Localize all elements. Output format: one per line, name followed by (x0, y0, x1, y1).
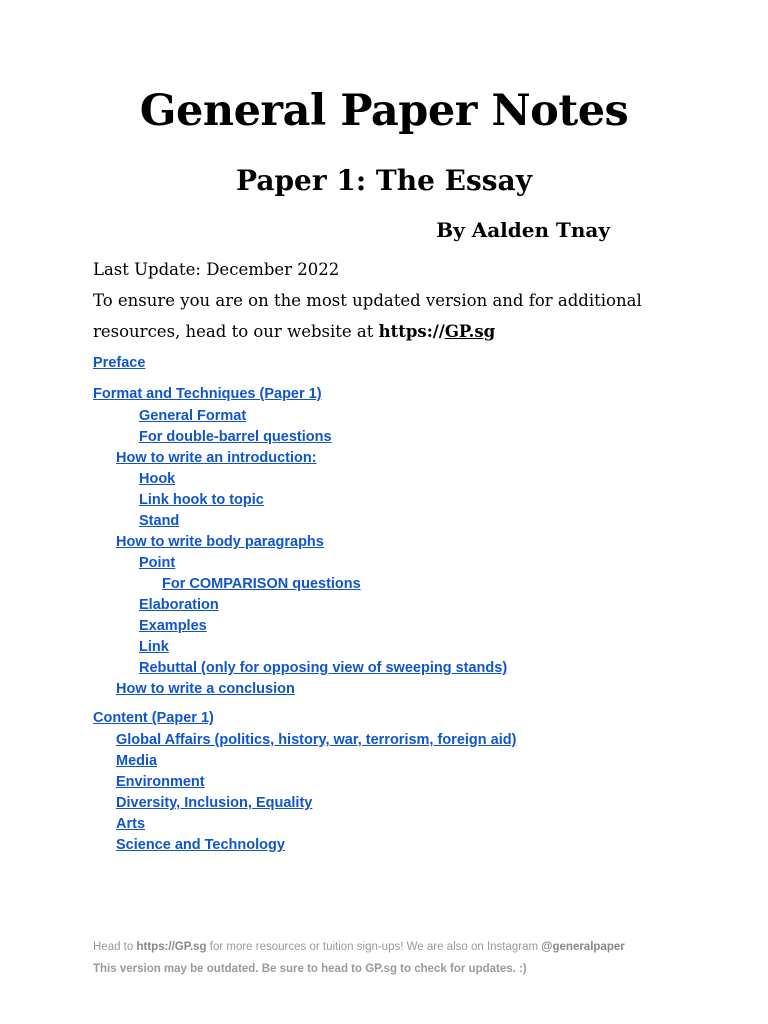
toc-link[interactable]: Elaboration (139, 597, 219, 613)
toc-link[interactable]: General Format (139, 408, 247, 424)
website-link[interactable]: GP.sg (444, 322, 496, 341)
document-subtitle: Paper 1: The Essay (236, 164, 532, 197)
document-author: By Aalden Tnay (436, 218, 610, 242)
toc-link[interactable]: For double-barrel questions (139, 429, 332, 445)
toc-link[interactable]: For COMPARISON questions (162, 576, 361, 592)
last-update: Last Update: December 2022 (93, 260, 340, 279)
toc-link[interactable]: Content (Paper 1) (93, 710, 214, 726)
toc-link[interactable]: Science and Technology (116, 837, 285, 853)
toc-link[interactable]: Format and Techniques (Paper 1) (93, 386, 322, 402)
footer-text-b: for more resources or tuition sign-ups! We are also on Instagram (206, 941, 542, 953)
footer-instagram-handle[interactable]: @generalpaper (541, 941, 625, 953)
toc-link[interactable]: How to write a conclusion (116, 681, 295, 697)
footer-link[interactable]: https://GP.sg (136, 941, 207, 953)
toc-link[interactable]: Point (139, 555, 176, 571)
toc-link[interactable]: Stand (139, 513, 180, 529)
intro-line-1: To ensure you are on the most updated version and for additional (93, 291, 642, 310)
footer-text-a: Head to (93, 941, 137, 953)
toc-link[interactable]: Hook (139, 471, 176, 487)
toc-link[interactable]: Arts (116, 816, 146, 832)
toc-link[interactable]: How to write body paragraphs (116, 534, 324, 550)
toc-link[interactable]: Environment (116, 774, 205, 790)
toc-link[interactable]: How to write an introduction: (116, 450, 317, 466)
toc-link[interactable]: Examples (139, 618, 207, 634)
intro-line-2-text: resources, head to our website at (93, 322, 379, 341)
footer-line-1 (93, 941, 625, 953)
toc-link[interactable]: Link (139, 639, 169, 655)
toc-link[interactable]: Diversity, Inclusion, Equality (116, 795, 313, 811)
toc-link[interactable]: Preface (93, 355, 146, 371)
toc-link[interactable]: Link hook to topic (139, 492, 264, 508)
document-title: General Paper Notes (139, 86, 629, 136)
toc-link[interactable]: Media (116, 753, 158, 769)
footer-line-2: This version may be outdated. Be sure to head to GP.sg to check for updates. :) (93, 963, 527, 975)
toc-link[interactable]: Global Affairs (politics, history, war, terrorism, foreign aid) (116, 732, 517, 748)
toc-link[interactable]: Rebuttal (only for opposing view of sweeping stands) (139, 660, 508, 676)
intro-link-scheme: https:// (378, 322, 445, 341)
